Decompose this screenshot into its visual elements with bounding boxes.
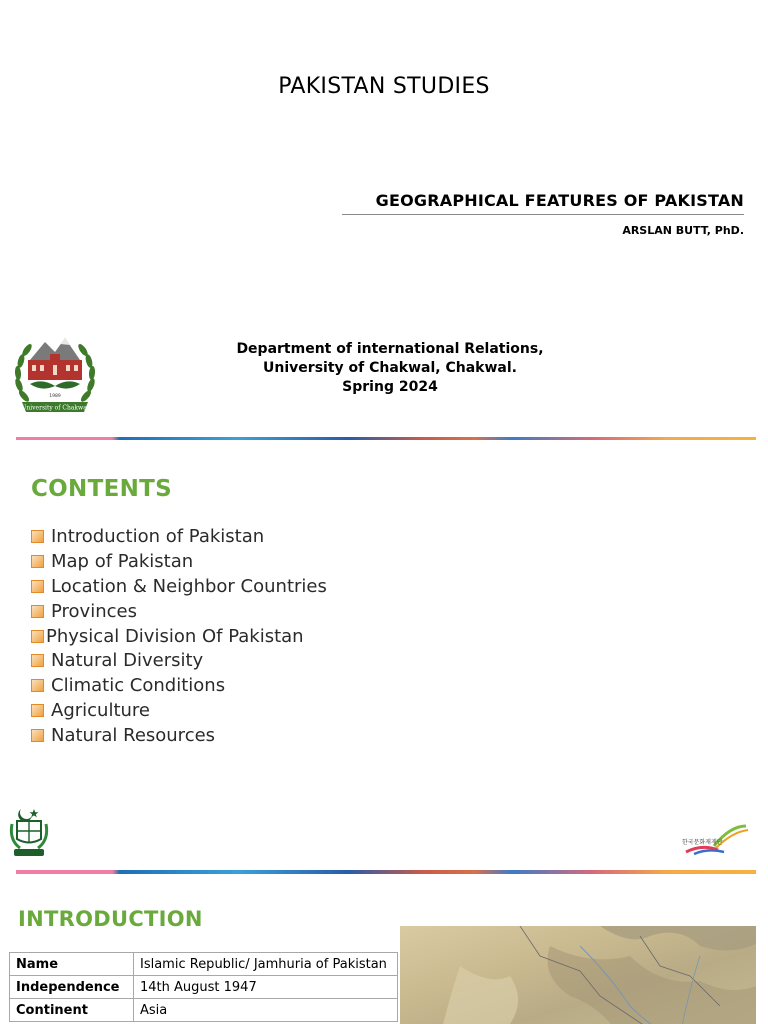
introduction-title: INTRODUCTION	[18, 907, 203, 931]
author-name: ARSLAN BUTT, PhD.	[622, 224, 744, 237]
logo-motto-text: University of Chakwal	[21, 404, 89, 412]
orange-square-bullet-icon	[31, 555, 44, 568]
contents-list	[31, 524, 327, 748]
orange-square-bullet-icon	[31, 654, 44, 667]
list-item-label: Agriculture	[51, 700, 150, 722]
table-cell-key: Continent	[10, 999, 134, 1022]
list-item	[31, 673, 327, 698]
table-cell-value: Asia	[134, 999, 398, 1022]
list-item	[31, 698, 327, 723]
contents-slide	[0, 440, 768, 874]
pakistan-state-emblem-icon	[8, 806, 50, 858]
orange-square-bullet-icon	[31, 630, 44, 643]
list-item-label: Introduction of Pakistan	[51, 525, 265, 547]
list-item	[31, 574, 327, 599]
table-cell-key: Name	[10, 953, 134, 976]
list-item	[31, 524, 327, 549]
list-item-label: Location & Neighbor Countries	[51, 575, 327, 597]
orange-square-bullet-icon	[31, 530, 44, 543]
list-item	[31, 549, 327, 574]
semester-line: Spring 2024	[342, 379, 438, 395]
orange-square-bullet-icon	[31, 605, 44, 618]
list-item-label: Natural Diversity	[51, 650, 204, 672]
table-cell-value: 14th August 1947	[134, 976, 398, 999]
list-item-label: Natural Resources	[51, 725, 216, 747]
list-item-label: Climatic Conditions	[51, 675, 226, 697]
list-item-label: Map of Pakistan	[51, 550, 194, 572]
contents-title: CONTENTS	[31, 476, 172, 502]
orange-square-bullet-icon	[31, 679, 44, 692]
logo-year-text: 1989	[49, 394, 61, 399]
slide-subtitle: GEOGRAPHICAL FEATURES OF PAKISTAN	[375, 191, 744, 210]
introduction-slide	[0, 874, 768, 1024]
table-row	[10, 953, 398, 976]
department-line: Department of international Relations,	[236, 341, 544, 357]
table-cell-key: Independence	[10, 976, 134, 999]
university-line: University of Chakwal, Chakwal.	[263, 360, 517, 376]
list-item-label: Physical Division Of Pakistan	[46, 625, 304, 647]
university-of-chakwal-logo-icon	[10, 330, 100, 422]
list-item	[31, 624, 327, 649]
table-row	[10, 999, 398, 1022]
orange-square-bullet-icon	[31, 704, 44, 717]
list-item	[31, 648, 327, 673]
subtitle-divider	[342, 214, 744, 215]
department-info	[190, 340, 590, 397]
korea-foundation-text: 한국문화재재단	[682, 839, 723, 846]
table-row	[10, 976, 398, 999]
list-item-label: Provinces	[51, 600, 137, 622]
list-item	[31, 599, 327, 624]
slide-title: PAKISTAN STUDIES	[278, 74, 490, 99]
table-cell-value: Islamic Republic/ Jamhuria of Pakistan	[134, 953, 398, 976]
country-facts-table	[9, 952, 398, 1022]
orange-square-bullet-icon	[31, 580, 44, 593]
list-item	[31, 723, 327, 748]
title-slide	[0, 0, 768, 440]
pakistan-relief-map-image	[400, 926, 756, 1024]
orange-square-bullet-icon	[31, 729, 44, 742]
korea-foundation-logo-icon	[680, 822, 762, 856]
